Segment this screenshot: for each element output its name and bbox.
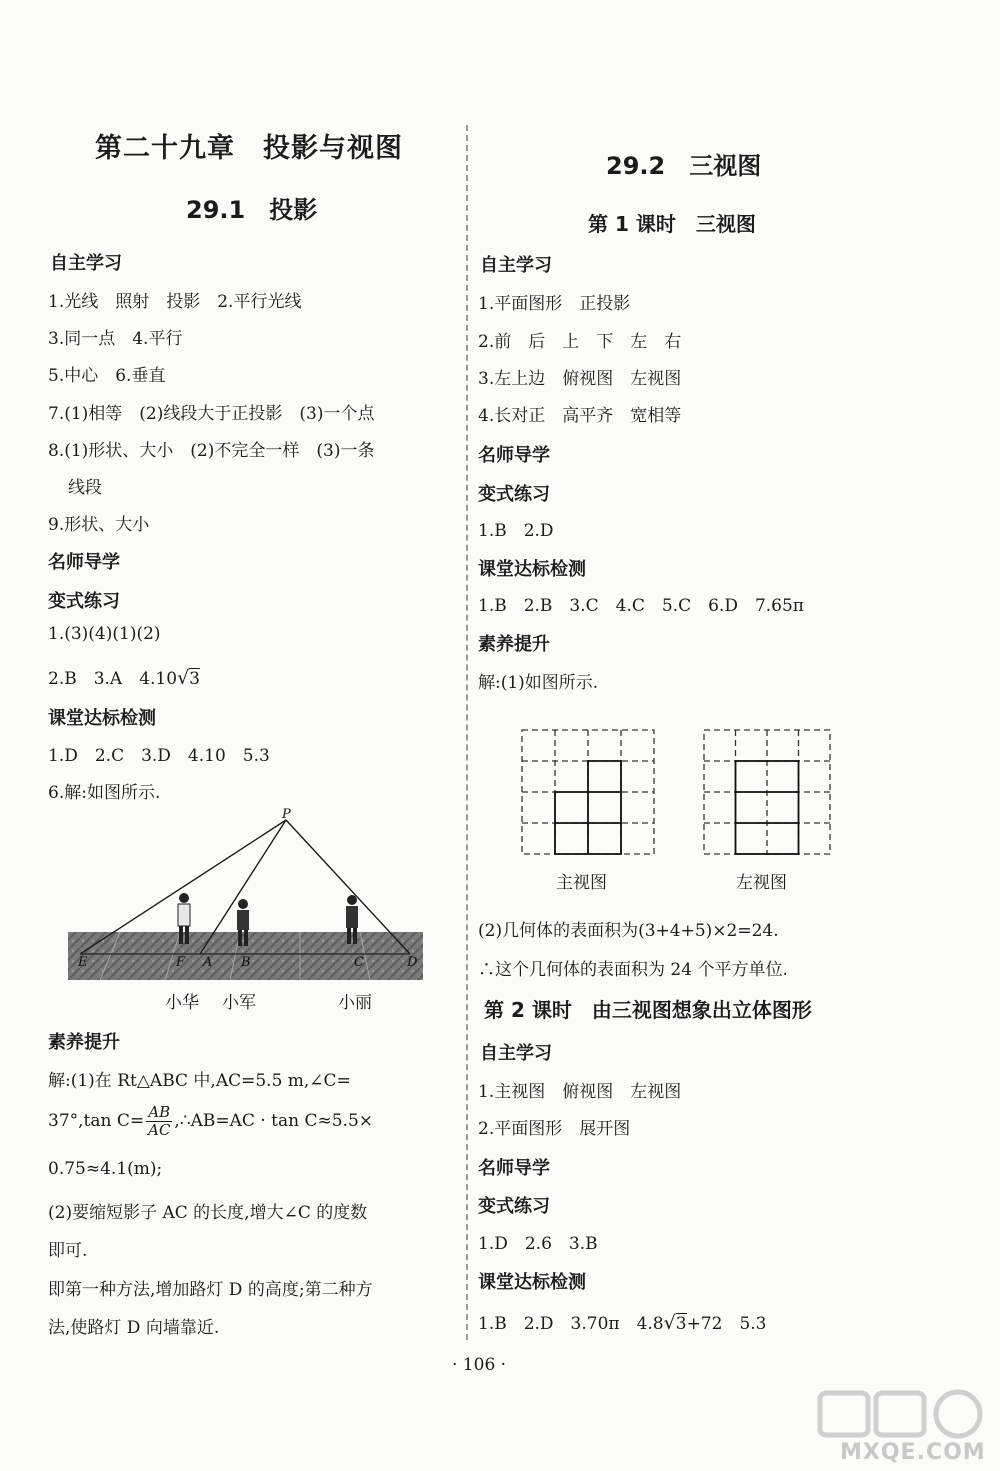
point-label: C [354, 955, 364, 970]
section-title: 29.1 投影 [186, 196, 318, 224]
column-divider [466, 125, 468, 1340]
answer-line: 1.平面图形 正投影 [478, 294, 631, 314]
heading-teacher-guide: 名师导学 [478, 445, 550, 466]
answer-line: 1.B 2.D [478, 521, 554, 541]
fraction [146, 1104, 172, 1139]
answer-line: 1.光线 照射 投影 2.平行光线 [48, 292, 302, 312]
heading-self-study: 自主学习 [480, 1043, 552, 1064]
fraction-numerator: AB [146, 1104, 172, 1122]
point-label: F [176, 955, 186, 970]
answer-line: 6.解:如图所示. [48, 783, 161, 803]
answer-text: +72 5.3 [686, 1314, 767, 1334]
point-label: P [282, 808, 291, 822]
sqrt-symbol: √ [663, 1312, 676, 1334]
answer-line: 1.D 2.6 3.B [478, 1234, 598, 1254]
figure-caption: 小军 [222, 993, 256, 1013]
solution-line: ∴这个几何体的表面积为 24 个平方单位. [478, 960, 788, 980]
solution-text: ,∴AB=AC · tan C≈5.5× [174, 1111, 374, 1131]
chapter-title: 第二十九章 投影与视图 [95, 133, 403, 164]
sqrt-radicand: 3 [675, 1314, 687, 1334]
solution-line: (2)要缩短影子 AC 的长度,增大∠C 的度数 [48, 1203, 368, 1223]
heading-variant: 变式练习 [478, 484, 550, 505]
point-label: E [78, 955, 88, 970]
answer-line: 8.(1)形状、大小 (2)不完全一样 (3)一条 [48, 441, 375, 461]
heading-classroom: 课堂达标检测 [478, 559, 586, 580]
answer-line: 2.平面图形 展开图 [478, 1119, 631, 1139]
heading-classroom: 课堂达标检测 [48, 708, 156, 729]
solution-line: 即可. [48, 1241, 88, 1261]
solution-line: (2)几何体的表面积为(3+4+5)×2=24. [478, 921, 779, 941]
answer-line: 1.B 2.B 3.C 4.C 5.C 6.D 7.65π [478, 596, 804, 616]
answer-line: 4.长对正 高平齐 宽相等 [478, 406, 682, 426]
front-view-grid [520, 728, 656, 858]
left-view-grid [702, 728, 832, 858]
solution-line [48, 1104, 373, 1139]
answer-line: 5.中心 6.垂直 [48, 366, 166, 386]
figure-caption: 小丽 [338, 993, 372, 1013]
watermark-text: MXQE.COM [840, 1440, 986, 1465]
solution-line: 即第一种方法,增加路灯 D 的高度;第二种方 [48, 1280, 373, 1300]
heading-literacy: 素养提升 [48, 1032, 120, 1053]
answer-line: 3.同一点 4.平行 [48, 329, 183, 349]
answer-line [48, 664, 200, 689]
point-label: A [203, 955, 213, 970]
page-number: · 106 · [452, 1355, 507, 1375]
point-label: D [407, 955, 418, 970]
heading-literacy: 素养提升 [478, 634, 550, 655]
heading-variant: 变式练习 [478, 1196, 550, 1217]
section-title: 29.2 三视图 [606, 152, 762, 180]
answer-line: 3.左上边 俯视图 左视图 [478, 369, 682, 389]
sqrt-symbol: √ [177, 667, 190, 689]
solution-line: 解:(1)如图所示. [478, 673, 599, 693]
figure-caption: 小华 [165, 993, 199, 1013]
answer-line: 7.(1)相等 (2)线段大于正投影 (3)一个点 [48, 404, 375, 424]
answer-line: 1.D 2.C 3.D 4.10 5.3 [48, 746, 270, 766]
answer-text: 1.B 2.D 3.70π 4.8 [478, 1314, 664, 1334]
answer-line: 线段 [68, 478, 102, 498]
lesson-title: 第 1 课时 三视图 [588, 212, 756, 236]
fraction-denominator: AC [148, 1121, 171, 1139]
figure-caption-left-view: 左视图 [736, 873, 787, 893]
answer-line: 9.形状、大小 [48, 515, 150, 535]
solution-line: 0.75≈4.1(m); [48, 1159, 163, 1179]
solution-line: 法,使路灯 D 向墙靠近. [48, 1318, 220, 1338]
front-view-shape [555, 761, 621, 854]
heading-teacher-guide: 名师导学 [48, 552, 120, 573]
heading-self-study: 自主学习 [480, 255, 552, 276]
answer-line: 1.主视图 俯视图 左视图 [478, 1082, 682, 1102]
sqrt-radicand: 3 [189, 669, 200, 689]
shadow-figure [60, 808, 430, 988]
answer-line: 2.前 后 上 下 左 右 [478, 332, 682, 352]
heading-teacher-guide: 名师导学 [478, 1158, 550, 1179]
answer-text: 2.B 3.A 4.10 [48, 669, 178, 689]
answer-line: 1.(3)(4)(1)(2) [48, 624, 161, 644]
point-label: B [241, 955, 251, 970]
heading-variant: 变式练习 [48, 591, 120, 612]
figure-caption-front-view: 主视图 [556, 873, 607, 893]
solution-line: 解:(1)在 Rt△ABC 中,AC=5.5 m,∠C= [48, 1071, 351, 1091]
heading-classroom: 课堂达标检测 [478, 1272, 586, 1293]
solution-text: 37°,tan C= [48, 1111, 145, 1131]
lesson-title: 第 2 课时 由三视图想象出立体图形 [484, 998, 812, 1022]
heading-self-study: 自主学习 [50, 253, 122, 274]
answer-line [478, 1309, 766, 1334]
